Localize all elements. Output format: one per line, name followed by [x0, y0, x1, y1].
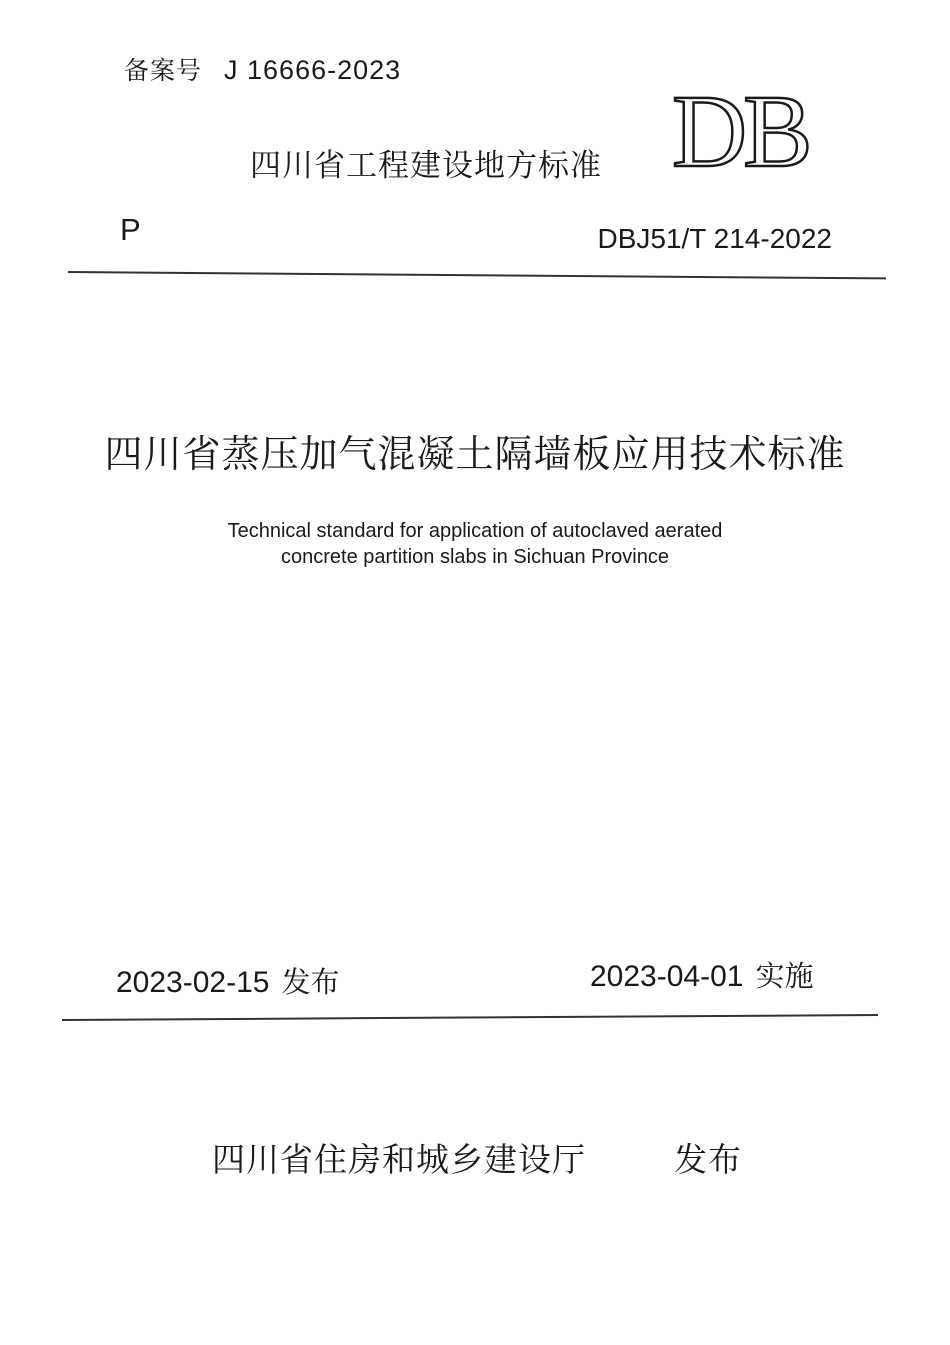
effective-date	[590, 958, 813, 995]
release-date	[116, 964, 339, 1001]
filing-number: J 16666-2023	[224, 55, 402, 85]
effective-date-value: 2023-04-01	[590, 960, 744, 993]
title-english	[0, 518, 950, 570]
issuer-action: 发布	[674, 1140, 742, 1179]
standard-number: DBJ51/T 214-2022	[597, 223, 832, 254]
release-date-value: 2023-02-15	[116, 966, 270, 999]
release-label: 发布	[281, 965, 340, 999]
filing-record	[124, 54, 401, 87]
issuer-name: 四川省住房和城乡建设厅	[212, 1140, 586, 1179]
issuer	[212, 1138, 742, 1182]
bottom-divider	[62, 1014, 878, 1021]
top-divider	[68, 271, 886, 279]
standard-type: 四川省工程建设地方标准	[250, 148, 602, 184]
effective-label: 实施	[755, 959, 814, 993]
filing-label: 备案号	[124, 56, 203, 85]
title-english-line-2: concrete partition slabs in Sichuan Province	[281, 546, 669, 568]
classification-code: P	[120, 212, 141, 247]
db-logo: DB	[672, 74, 809, 189]
title-chinese: 四川省蒸压加气混凝土隔墙板应用技术标准	[104, 432, 846, 476]
title-english-line-1: Technical standard for application of autoclaved aerated	[227, 520, 723, 542]
